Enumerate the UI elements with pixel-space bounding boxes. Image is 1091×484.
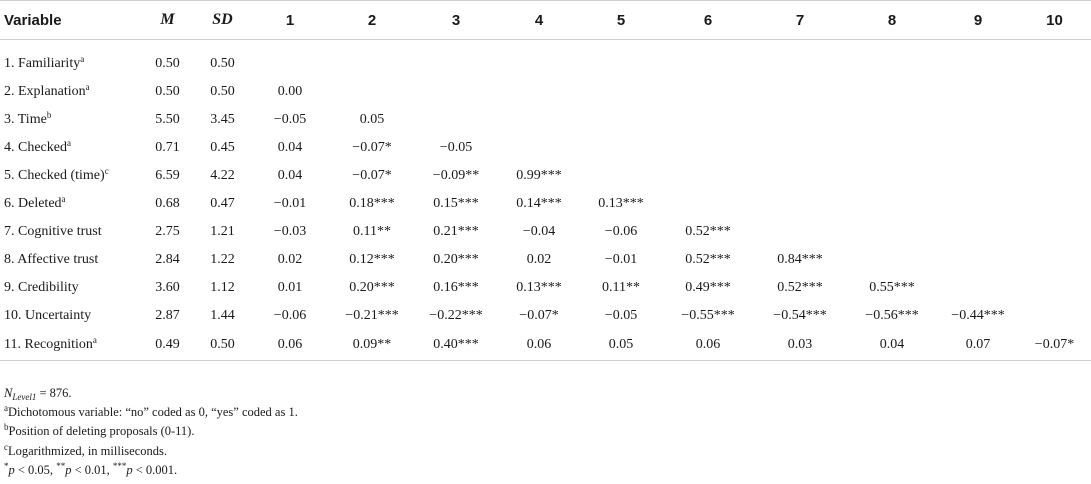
variable-name-cell: [0, 134, 140, 162]
footnote-marker: c: [104, 166, 109, 176]
correlation-cell: [1018, 106, 1091, 134]
correlation-cell: [580, 40, 662, 79]
correlation-cell: −0.06: [273, 308, 307, 323]
header-col-9: 9: [938, 1, 1018, 40]
footnote-marker: a: [85, 82, 90, 92]
variable-name-cell: [0, 162, 140, 190]
correlation-cell: [846, 106, 938, 134]
variable-name-cell: [0, 218, 140, 246]
header-col-3: 3: [414, 1, 498, 40]
header-col-7: 7: [754, 1, 846, 40]
correlation-cell: −0.07*: [519, 308, 559, 323]
correlation-cell: −0.04: [522, 224, 556, 239]
sig-mark-2: **: [56, 460, 66, 471]
correlation-cell: 0.03: [754, 330, 846, 361]
correlation-cell: [938, 162, 1018, 190]
mean-cell: 2.75: [155, 224, 180, 239]
correlation-cell: 0.84***: [777, 252, 823, 267]
header-col-2: 2: [330, 1, 414, 40]
correlation-cell: −0.01: [604, 252, 638, 267]
correlation-cell: [414, 40, 498, 79]
table-row: [0, 40, 1091, 79]
correlation-cell: 0.13***: [598, 196, 644, 211]
mean-cell: 0.71: [155, 140, 180, 155]
correlation-cell: −0.22***: [429, 308, 483, 323]
table-row: [0, 302, 1091, 330]
sd-cell: 1.44: [210, 308, 235, 323]
correlation-cell: 0.99***: [516, 168, 562, 183]
correlation-cell: [580, 78, 662, 106]
correlation-cell: [938, 246, 1018, 274]
table-row: [0, 330, 1091, 361]
table-row: [0, 134, 1091, 162]
correlation-cell: [846, 190, 938, 218]
table-row: [0, 106, 1091, 134]
note-b: [4, 422, 298, 441]
correlation-cell: [1018, 218, 1091, 246]
sig-text-1: < 0.05,: [14, 462, 57, 477]
correlation-cell: 0.18***: [349, 196, 395, 211]
correlation-cell: [754, 40, 846, 79]
correlation-cell: 0.20***: [349, 280, 395, 295]
correlation-cell: [938, 78, 1018, 106]
correlation-cell: 0.40***: [414, 330, 498, 361]
header-sd: SD: [195, 1, 250, 40]
correlation-cell: 0.14***: [516, 196, 562, 211]
variable-label: 1. Familiarity: [4, 56, 81, 71]
correlation-cell: [938, 190, 1018, 218]
mean-cell: 2.84: [155, 252, 180, 267]
correlation-cell: [1018, 190, 1091, 218]
variable-name-cell: [0, 78, 140, 106]
variable-label: 6. Deleted: [4, 196, 62, 211]
mean-cell: 0.49: [140, 330, 195, 361]
correlation-cell: [580, 162, 662, 190]
variable-name-cell: [0, 106, 140, 134]
correlation-cell: [330, 78, 414, 106]
mean-cell: 6.59: [155, 168, 180, 183]
correlation-cell: [754, 134, 846, 162]
footnote-marker: a: [66, 138, 71, 148]
correlation-cell: 0.06: [250, 330, 330, 361]
correlation-cell: 0.52***: [685, 224, 731, 239]
correlation-cell: 0.09**: [330, 330, 414, 361]
correlation-cell: −0.55***: [681, 308, 735, 323]
correlation-cell: [662, 40, 754, 79]
sig-text-2: < 0.01,: [71, 462, 113, 477]
sd-cell: 1.21: [210, 224, 235, 239]
header-col-1: 1: [250, 1, 330, 40]
correlation-cell: [1018, 162, 1091, 190]
mean-cell: 3.60: [155, 280, 180, 295]
sig-mark-1: *: [4, 460, 9, 471]
correlation-cell: [662, 78, 754, 106]
sig-p-2: p: [65, 462, 72, 477]
note-significance: [4, 461, 298, 480]
table-row: [0, 274, 1091, 302]
correlation-cell: 0.05: [359, 112, 385, 127]
correlation-cell: −0.05: [604, 308, 638, 323]
correlation-cell: [1018, 134, 1091, 162]
header-mean: M: [140, 1, 195, 40]
correlation-cell: [1018, 302, 1091, 330]
table-row: [0, 218, 1091, 246]
footnote-marker: a: [92, 335, 97, 345]
correlation-cell: [754, 190, 846, 218]
note-c-text: Logarithmized, in milliseconds.: [8, 443, 167, 458]
correlation-cell: 0.01: [277, 280, 303, 295]
note-a-mark: a: [4, 403, 8, 414]
correlation-cell: [662, 106, 754, 134]
correlation-cell: −0.05: [273, 112, 307, 127]
n-symbol: N: [4, 386, 13, 400]
table-row: [0, 78, 1091, 106]
correlation-cell: [580, 106, 662, 134]
correlation-cell: −0.07*: [352, 168, 392, 183]
header-col-6: 6: [662, 1, 754, 40]
correlation-cell: 0.06: [662, 330, 754, 361]
note-b-mark: b: [4, 422, 9, 433]
variable-name-cell: [0, 330, 140, 361]
sd-cell: 3.45: [210, 112, 235, 127]
sig-p-3: p: [126, 462, 133, 477]
correlation-cell: −0.54***: [773, 308, 827, 323]
correlation-cell: [1018, 40, 1091, 79]
correlation-cell: [938, 40, 1018, 79]
correlation-cell: [846, 246, 938, 274]
header-col-10: 10: [1018, 1, 1091, 40]
correlation-cell: −0.07*: [1018, 330, 1091, 361]
correlation-cell: [250, 40, 330, 79]
sd-cell: 0.45: [210, 140, 235, 155]
sig-mark-3: ***: [112, 460, 127, 471]
correlation-cell: 0.02: [526, 252, 552, 267]
n-value: = 876.: [36, 386, 72, 400]
correlation-cell: 0.11**: [353, 224, 391, 239]
correlation-cell: [498, 78, 580, 106]
table-row: [0, 190, 1091, 218]
correlation-cell: −0.44***: [951, 308, 1005, 323]
correlation-cell: 0.52***: [685, 252, 731, 267]
correlation-cell: 0.05: [580, 330, 662, 361]
sd-cell: 1.12: [210, 280, 235, 295]
sd-cell: 0.50: [195, 330, 250, 361]
table-body: [0, 40, 1091, 361]
variable-label: 7. Cognitive trust: [4, 224, 102, 239]
table-row: [0, 162, 1091, 190]
header-row: [0, 1, 1091, 40]
sd-cell: 0.50: [210, 84, 235, 99]
variable-name-cell: [0, 246, 140, 274]
correlation-cell: [498, 106, 580, 134]
correlation-cell: [938, 106, 1018, 134]
correlation-cell: [662, 162, 754, 190]
mean-cell: 0.68: [155, 196, 180, 211]
note-sample-size: [4, 384, 298, 403]
correlation-cell: 0.52***: [777, 280, 823, 295]
footnote-marker: a: [61, 194, 66, 204]
note-a: [4, 403, 298, 422]
note-c: [4, 442, 298, 461]
mean-cell: 0.50: [155, 84, 180, 99]
correlation-cell: −0.21***: [345, 308, 399, 323]
sig-p-1: p: [8, 462, 15, 477]
mean-cell: 5.50: [155, 112, 180, 127]
correlation-cell: 0.04: [846, 330, 938, 361]
correlation-cell: [662, 134, 754, 162]
correlation-cell: 0.06: [498, 330, 580, 361]
note-c-mark: c: [4, 441, 8, 452]
correlation-cell: −0.07*: [352, 140, 392, 155]
table-notes: [4, 384, 298, 480]
variable-label: 11. Recognition: [4, 337, 93, 352]
footnote-marker: a: [80, 54, 85, 64]
correlation-cell: [938, 134, 1018, 162]
sd-cell: 4.22: [210, 168, 235, 183]
correlation-cell: [846, 162, 938, 190]
correlation-cell: [754, 162, 846, 190]
correlation-cell: [662, 190, 754, 218]
correlation-cell: 0.00: [277, 84, 303, 99]
sd-cell: 0.50: [210, 56, 235, 71]
variable-label: 9. Credibility: [4, 280, 79, 295]
correlation-cell: [846, 218, 938, 246]
correlation-cell: 0.11**: [602, 280, 640, 295]
correlation-cell: [846, 40, 938, 79]
correlation-cell: [938, 274, 1018, 302]
correlation-cell: 0.49***: [685, 280, 731, 295]
variable-label: 4. Checked: [4, 140, 67, 155]
correlation-cell: −0.01: [273, 196, 307, 211]
variable-label: 10. Uncertainty: [4, 308, 92, 323]
correlation-cell: [1018, 274, 1091, 302]
correlation-cell: −0.03: [273, 224, 307, 239]
header-col-5: 5: [580, 1, 662, 40]
correlation-cell: [1018, 246, 1091, 274]
correlation-cell: 0.21***: [433, 224, 479, 239]
correlation-cell: −0.56***: [865, 308, 919, 323]
correlation-cell: [846, 78, 938, 106]
mean-cell: 2.87: [155, 308, 180, 323]
mean-cell: 0.50: [155, 56, 180, 71]
correlation-cell: [1018, 78, 1091, 106]
correlation-cell: 0.07: [938, 330, 1018, 361]
variable-label: 5. Checked (time): [4, 168, 105, 183]
sd-cell: 0.47: [210, 196, 235, 211]
correlation-cell: 0.04: [277, 168, 303, 183]
sig-text-3: < 0.001.: [132, 462, 178, 477]
note-b-text: Position of deleting proposals (0-11).: [8, 424, 195, 439]
correlation-cell: −0.06: [604, 224, 638, 239]
correlation-cell: 0.55***: [869, 280, 915, 295]
header-variable: Variable: [0, 1, 140, 40]
variable-label: 3. Time: [4, 112, 47, 127]
correlation-cell: [846, 134, 938, 162]
correlation-cell: 0.04: [277, 140, 303, 155]
header-col-8: 8: [846, 1, 938, 40]
footnote-marker: b: [46, 110, 52, 120]
correlation-cell: 0.20***: [433, 252, 479, 267]
variable-name-cell: [0, 40, 140, 79]
correlation-cell: [414, 78, 498, 106]
variable-name-cell: [0, 190, 140, 218]
correlation-cell: [938, 218, 1018, 246]
note-a-text: Dichotomous variable: “no” coded as 0, “yes” coded as 1.: [8, 405, 298, 420]
variable-label: 2. Explanation: [4, 84, 86, 99]
header-col-4: 4: [498, 1, 580, 40]
correlation-cell: 0.12***: [349, 252, 395, 267]
correlation-cell: [498, 40, 580, 79]
n-subscript: Level1: [12, 392, 37, 402]
variable-name-cell: [0, 274, 140, 302]
correlation-cell: 0.13***: [516, 280, 562, 295]
correlation-cell: [498, 134, 580, 162]
correlation-cell: [754, 106, 846, 134]
correlation-cell: 0.15***: [433, 196, 479, 211]
correlation-cell: [580, 134, 662, 162]
correlation-cell: 0.02: [277, 252, 303, 267]
correlation-cell: 0.16***: [433, 280, 479, 295]
correlation-cell: [414, 106, 498, 134]
correlation-cell: [330, 40, 414, 79]
variable-label: 8. Affective trust: [4, 252, 99, 267]
sd-cell: 1.22: [210, 252, 235, 267]
table-row: [0, 246, 1091, 274]
variable-name-cell: [0, 302, 140, 330]
correlation-cell: −0.05: [439, 140, 473, 155]
correlation-cell: [754, 218, 846, 246]
correlation-cell: [754, 78, 846, 106]
correlation-cell: −0.09**: [432, 168, 480, 183]
